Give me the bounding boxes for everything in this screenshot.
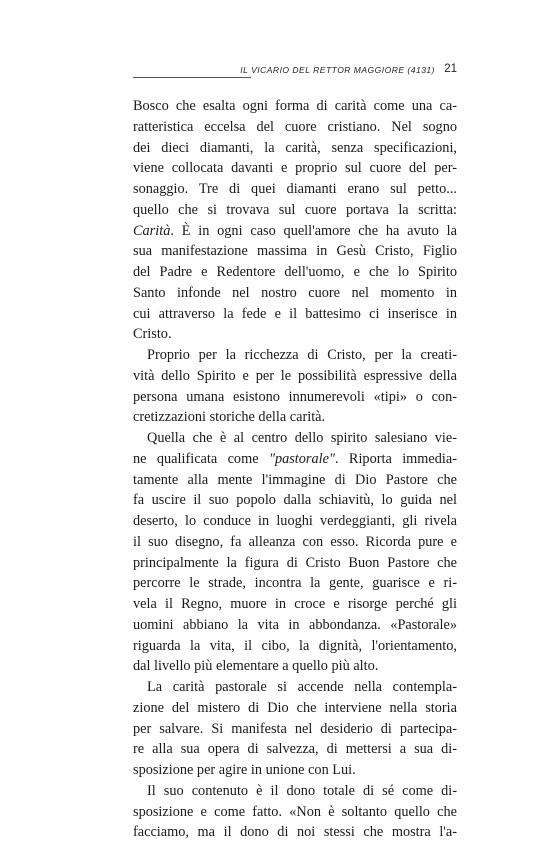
header-rule (133, 77, 251, 78)
paragraph-line: dal livello più elementare a quello più alto. (133, 658, 379, 675)
emphasis-text: Carità (133, 222, 171, 239)
paragraph-line: fa uscire il suo popolo dalla schiavitù, lo guida nel (133, 492, 457, 509)
body-text (133, 96, 457, 843)
paragraph-line: viene collocata davanti e proprio sul cuore del per- (133, 160, 457, 177)
paragraph-line: sposizione per agire in unione con Lui. (133, 762, 356, 778)
paragraph-line: deserto, lo conduce in luoghi verdeggianti, gli rivela (133, 513, 457, 529)
line-text: . È in ogni caso quell'amore che ha avuto la (170, 222, 457, 239)
paragraph-line: Cristo. (133, 326, 172, 343)
paragraph-line: facciamo, ma il dono di noi stessi che mostra l'a- (133, 824, 457, 841)
paragraph-line: La carità pastorale si accende nella contempla- (147, 679, 457, 695)
paragraph-line: sonaggio. Tre di quei diamanti erano sul petto... (133, 181, 457, 197)
paragraph-line: percorre le strade, incontra la gente, guarisce e ri- (133, 575, 457, 592)
paragraph-line (133, 221, 457, 242)
paragraph-line: sposizione e come fatto. «Non è soltanto quello che (133, 803, 457, 820)
paragraph-line: quello che si trovava sul cuore portava la scritta: (133, 201, 457, 218)
paragraph-line: persona umana esistono innumerevoli «tipi» o con- (133, 388, 457, 405)
paragraph-line: per salvare. Si manifesta nel desiderio di partecipa- (133, 720, 457, 737)
paragraph-line: zione del mistero di Dio che interviene nella storia (133, 699, 457, 716)
paragraph-line: principalmente la figura di Cristo Buon Pastore che (133, 554, 457, 571)
paragraph-line: sua manifestazione massima in Gesù Cristo, Figlio (133, 243, 457, 260)
paragraph-line: il suo disegno, fa alleanza con esso. Ricorda pure e (133, 533, 457, 550)
running-title: IL VICARIO DEL RETTOR MAGGIORE (4131) (240, 65, 435, 75)
paragraph-line: Bosco che esalta ogni forma di carità come una ca- (133, 98, 457, 114)
paragraph-line: Santo infonde nel nostro cuore nel momento in (133, 284, 457, 301)
paragraph-line: uomini abbiano la vita in abbondanza. «Pastorale» (133, 616, 457, 633)
paragraph-line (133, 449, 457, 470)
paragraph-line: Quella che è al centro dello spirito salesiano vie- (147, 430, 457, 446)
paragraph-line: riguarda la vita, il cibo, la dignità, l'orientamento, (133, 637, 457, 654)
line-text: . Riporta immedia- (334, 450, 457, 467)
page-number: 21 (444, 63, 457, 75)
paragraph-line: cretizzazioni storiche della carità. (133, 409, 326, 426)
paragraph-line: vela il Regno, muore in croce e risorge perché gli (133, 596, 457, 612)
paragraph-line: del Padre e Redentore dell'uomo, e che lo Spirito (133, 264, 457, 280)
paragraph-line: cui attraverso la fede e il battesimo ci inserisce in (133, 305, 457, 322)
paragraph-line: Il suo contenuto è il dono totale di sé come di- (147, 782, 457, 799)
paragraph-line: re alla sua opera di salvezza, di mettersi a sua di- (133, 741, 457, 758)
emphasis-text: "pastorale" (268, 450, 335, 467)
paragraph-line: vità dello Spirito e per le possibilità espressive della (133, 367, 457, 384)
paragraph-line: ratteristica eccelsa del cuore cristiano. Nel sogno (133, 118, 457, 135)
paragraph-line: Proprio per la ricchezza di Cristo, per la creati- (147, 347, 457, 363)
line-text: ne qualificata come (133, 450, 269, 467)
running-header (133, 64, 457, 80)
paragraph-line: tamente alla mente l'immagine di Dio Pastore che (133, 471, 457, 488)
paragraph-line: dei dieci diamanti, la carità, senza specificazioni, (133, 139, 457, 156)
